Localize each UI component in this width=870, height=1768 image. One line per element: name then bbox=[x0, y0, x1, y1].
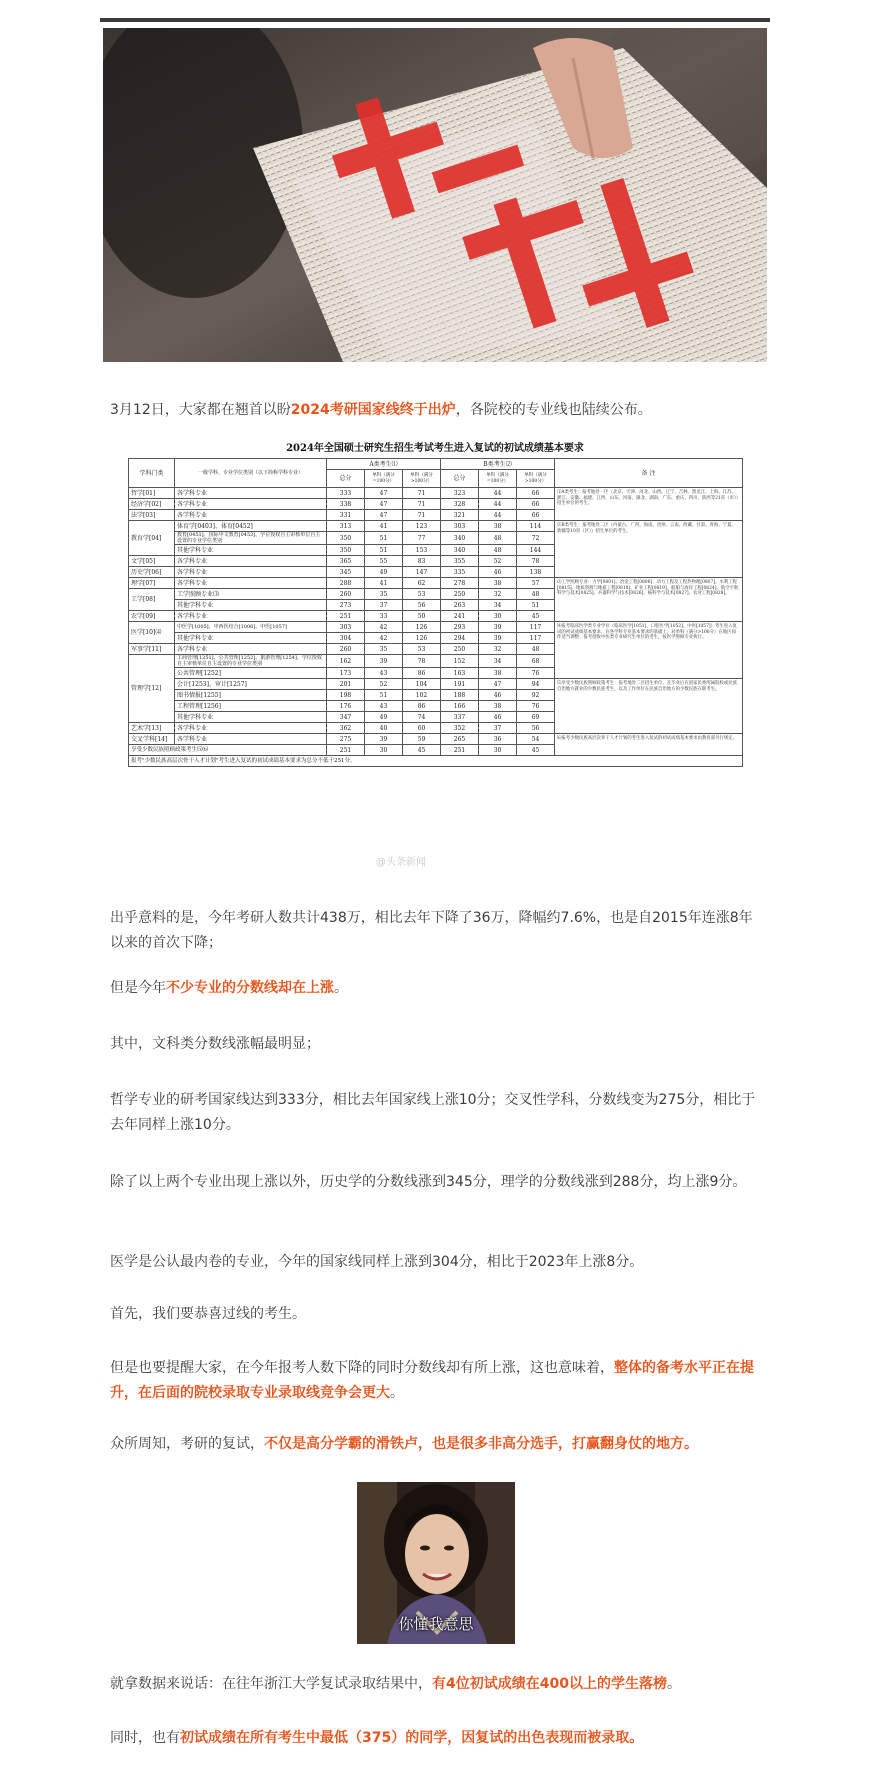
cell-category: 教育学[04] bbox=[129, 521, 175, 556]
highlight-text: 不仅是高分学霸的滑铁卢，也是很多非高分选手，打赢翻身仗的地方。 bbox=[264, 1436, 698, 1452]
cell-score: 37 bbox=[365, 600, 403, 611]
cell-score: 76 bbox=[517, 668, 555, 679]
cell-score: 59 bbox=[403, 734, 441, 745]
cell-subject: 各学科专业 bbox=[175, 556, 327, 567]
paragraph-6 bbox=[110, 1170, 762, 1195]
cell-score: 126 bbox=[403, 633, 441, 644]
cell-score: 191 bbox=[441, 679, 479, 690]
cell-score: 166 bbox=[441, 701, 479, 712]
cell-score: 44 bbox=[479, 488, 517, 499]
cell-score: 176 bbox=[327, 701, 365, 712]
paragraph-text: 。 bbox=[390, 1385, 404, 1401]
cell-score: 52 bbox=[479, 556, 517, 567]
cell-remark: ⑵B类考生：报考地处二区（内蒙古、广西、海南、贵州、云南、西藏、甘肃、青海、宁夏、新疆等10省（区））招生单位的考生。 bbox=[555, 521, 743, 578]
cell-score: 162 bbox=[327, 655, 365, 668]
cell-score: 45 bbox=[403, 745, 441, 756]
cell-score: 46 bbox=[479, 690, 517, 701]
paragraph-12 bbox=[110, 1726, 762, 1751]
cell-score: 78 bbox=[403, 655, 441, 668]
cell-category: 享受少数民族照顾政策考生⑸⑹ bbox=[129, 745, 327, 756]
cell-score: 51 bbox=[517, 600, 555, 611]
cell-score: 56 bbox=[403, 600, 441, 611]
cell-score: 74 bbox=[403, 712, 441, 723]
cell-remark: ⑷报考临床医学类专业学位（临床医学[1051]、口腔医学[1052]、中医[1057]）考生进入复试的初试成绩基本要求，在各学科专业基本要求的基础上，对单科（满分>100分）在地区间作适当调整；报考招收中医类专业研究生单位的考生，按医学照顾专业执行。 bbox=[555, 622, 743, 679]
cell-score: 68 bbox=[517, 655, 555, 668]
cell-score: 54 bbox=[517, 734, 555, 745]
cell-subject: 图书情报[1255] bbox=[175, 690, 327, 701]
cell-score: 60 bbox=[403, 723, 441, 734]
cell-score: 71 bbox=[403, 499, 441, 510]
cell-score: 48 bbox=[479, 532, 517, 545]
cell-score: 138 bbox=[517, 567, 555, 578]
cell-score: 173 bbox=[327, 668, 365, 679]
cell-score: 278 bbox=[441, 578, 479, 589]
cell-score: 86 bbox=[403, 668, 441, 679]
meme-caption: 你懂我意思 bbox=[398, 1615, 474, 1633]
paragraph-text: 其中，文科类分数线涨幅最明显； bbox=[110, 1036, 320, 1052]
cell-score: 198 bbox=[327, 690, 365, 701]
paragraph-9 bbox=[110, 1356, 762, 1406]
header-singlegt100-b: 单科（满分>100分） bbox=[517, 470, 555, 488]
cell-score: 153 bbox=[403, 545, 441, 556]
cell-category: 艺术学[13] bbox=[129, 723, 175, 734]
cell-subject: 各学科专业 bbox=[175, 567, 327, 578]
cell-score: 42 bbox=[365, 622, 403, 633]
cell-score: 38 bbox=[479, 668, 517, 679]
cell-score: 293 bbox=[441, 622, 479, 633]
table-row bbox=[129, 488, 743, 499]
cell-score: 71 bbox=[403, 510, 441, 521]
cell-score: 44 bbox=[479, 499, 517, 510]
cell-score: 66 bbox=[517, 488, 555, 499]
cell-remark: ⑴A类考生：报考地处一区（北京、天津、河北、山西、辽宁、吉林、黑龙江、上海、江苏、浙江、安徽、福建、江西、山东、河南、湖北、湖南、广东、重庆、四川、陕西等21省（市））招生单位的考生。 bbox=[555, 488, 743, 521]
cell-score: 51 bbox=[365, 545, 403, 556]
top-divider bbox=[100, 18, 770, 22]
table-row bbox=[129, 521, 743, 532]
paragraph-text: 出乎意料的是，今年考研人数共计438万，相比去年下降了36万，降幅约7.6%，也是自2015年连涨8年以来的首次下降； bbox=[110, 910, 753, 951]
cell-score: 69 bbox=[517, 712, 555, 723]
cell-score: 114 bbox=[517, 521, 555, 532]
cell-score: 46 bbox=[479, 712, 517, 723]
cell-score: 72 bbox=[517, 532, 555, 545]
header-remarks: 备 注 bbox=[555, 459, 743, 488]
cell-score: 35 bbox=[365, 589, 403, 600]
cell-score: 50 bbox=[403, 611, 441, 622]
cell-score: 48 bbox=[517, 644, 555, 655]
cell-score: 48 bbox=[479, 545, 517, 556]
cell-score: 71 bbox=[403, 488, 441, 499]
table-row bbox=[129, 622, 743, 633]
cell-score: 47 bbox=[479, 679, 517, 690]
cell-score: 250 bbox=[441, 644, 479, 655]
cell-score: 35 bbox=[365, 644, 403, 655]
cell-category: 历史学[06] bbox=[129, 567, 175, 578]
cell-score: 51 bbox=[365, 532, 403, 545]
cell-score: 56 bbox=[517, 723, 555, 734]
cell-score: 350 bbox=[327, 545, 365, 556]
cell-score: 144 bbox=[517, 545, 555, 556]
cell-score: 335 bbox=[441, 567, 479, 578]
cell-score: 83 bbox=[403, 556, 441, 567]
cell-score: 294 bbox=[441, 633, 479, 644]
cell-score: 39 bbox=[365, 655, 403, 668]
cell-score: 260 bbox=[327, 644, 365, 655]
cell-category: 军事学[11] bbox=[129, 644, 175, 655]
header-zone-b: B类考生⑵ bbox=[441, 459, 555, 470]
cell-score: 51 bbox=[365, 690, 403, 701]
paragraph-3 bbox=[110, 976, 762, 1001]
cell-score: 66 bbox=[517, 499, 555, 510]
cell-score: 250 bbox=[441, 589, 479, 600]
cell-score: 328 bbox=[441, 499, 479, 510]
cell-score: 352 bbox=[441, 723, 479, 734]
cell-subject: 其他学科专业 bbox=[175, 545, 327, 556]
cell-score: 355 bbox=[441, 556, 479, 567]
cell-score: 102 bbox=[403, 690, 441, 701]
cell-category: 工学[08] bbox=[129, 589, 175, 611]
highlight-text: 初试成绩在所有考生中最低（375）的同学，因复试的出色表现而被录取。 bbox=[180, 1730, 644, 1746]
cell-score: 288 bbox=[327, 578, 365, 589]
highlight-text: 有4位初试成绩在400以上的学生落榜 bbox=[432, 1676, 667, 1692]
paragraph-text: 首先，我们要恭喜过线的考生。 bbox=[110, 1306, 306, 1322]
cell-remark: ⑸享受少数民族照顾政策考生：报考地处二区招生单位、且毕业后在国家民委所属院校或民族自治地方就业的少数民族考生，以及工作单位在民族自治地方的少数民族在职考生。 bbox=[555, 679, 743, 734]
paragraph-1 bbox=[110, 398, 762, 423]
cell-score: 47 bbox=[365, 510, 403, 521]
cell-score: 333 bbox=[327, 488, 365, 499]
cell-subject: 各学科专业 bbox=[175, 488, 327, 499]
paragraph-text: 哲学专业的研考国家线达到333分，相比去年国家线上涨10分；交叉性学科，分数线变为275分，相比于去年同样上涨10分。 bbox=[110, 1092, 756, 1133]
header-total-a: 总分 bbox=[327, 470, 365, 488]
cell-subject: 教育[0451]、国际中文教育[0453]、学位授权自主审核单位自主设置的专业学位类别 bbox=[175, 532, 327, 545]
cell-score: 241 bbox=[441, 611, 479, 622]
paragraph-text: 除了以上两个专业出现上涨以外，历史学的分数线涨到345分，理学的分数线涨到288分，均上涨9分。 bbox=[110, 1174, 747, 1190]
cell-score: 53 bbox=[403, 589, 441, 600]
cell-score: 94 bbox=[517, 679, 555, 690]
cell-score: 350 bbox=[327, 532, 365, 545]
cell-subject: 其他学科专业 bbox=[175, 712, 327, 723]
paragraph-10 bbox=[110, 1432, 762, 1457]
cell-score: 49 bbox=[365, 712, 403, 723]
cell-score: 251 bbox=[441, 745, 479, 756]
cell-score: 263 bbox=[441, 600, 479, 611]
cell-score: 345 bbox=[327, 567, 365, 578]
cell-category: 医学[10]⑷ bbox=[129, 622, 175, 644]
cell-subject: 工学照顾专业⑶ bbox=[175, 589, 327, 600]
cell-remark: ⑶工学照顾专业：力学[0801]、冶金工程[0806]、动力工程及工程热物理[0807]、水利工程[0815]、地质资源与地质工程[0818]、矿业工程[0819]、船舶与海洋工程[0824]、航空宇航科学与技术[0825]、兵器科学与技术[0826]、核科学与技术[0827]、农业工程[0828]。 bbox=[555, 578, 743, 622]
cell-score: 42 bbox=[365, 633, 403, 644]
cell-subject: 会计[1253]、审计[1257] bbox=[175, 679, 327, 690]
cell-score: 78 bbox=[517, 556, 555, 567]
cell-score: 340 bbox=[441, 532, 479, 545]
paragraph-text: 3月12日，大家都在翘首以盼 bbox=[110, 402, 291, 418]
cell-score: 123 bbox=[403, 521, 441, 532]
hero-photo-illustration bbox=[103, 28, 767, 362]
cell-score: 48 bbox=[517, 589, 555, 600]
paragraph-text: 但是也要提醒大家，在今年报考人数下降的同时分数线却有所上涨，这也意味着， bbox=[110, 1360, 614, 1376]
cell-score: 275 bbox=[327, 734, 365, 745]
paragraph-7 bbox=[110, 1250, 762, 1275]
cell-score: 152 bbox=[441, 655, 479, 668]
cell-score: 30 bbox=[479, 745, 517, 756]
cell-score: 77 bbox=[403, 532, 441, 545]
paragraph-text: 医学是公认最内卷的专业，今年的国家线同样上涨到304分，相比于2023年上涨8分。 bbox=[110, 1254, 644, 1270]
cell-subject: 公共管理[1252] bbox=[175, 668, 327, 679]
cell-score: 38 bbox=[479, 521, 517, 532]
cell-score: 55 bbox=[365, 556, 403, 567]
cell-score: 147 bbox=[403, 567, 441, 578]
highlight-text: 不少专业的分数线却在上涨 bbox=[166, 980, 334, 996]
cell-score: 323 bbox=[441, 488, 479, 499]
cell-score: 251 bbox=[327, 745, 365, 756]
cell-score: 39 bbox=[479, 622, 517, 633]
paragraph-text: 同时，也有 bbox=[110, 1730, 180, 1746]
cell-category: 交叉学科[14] bbox=[129, 734, 175, 745]
cell-score: 41 bbox=[365, 578, 403, 589]
cell-subject: 体育学[0403]、体育[0452] bbox=[175, 521, 327, 532]
cell-score: 34 bbox=[479, 600, 517, 611]
cell-category: 文学[05] bbox=[129, 556, 175, 567]
cell-score: 43 bbox=[365, 701, 403, 712]
cell-category: 法学[03] bbox=[129, 510, 175, 521]
cell-category: 管理学[12] bbox=[129, 655, 175, 723]
cell-score: 273 bbox=[327, 600, 365, 611]
cell-score: 33 bbox=[365, 611, 403, 622]
cell-score: 104 bbox=[403, 679, 441, 690]
table-footnote: 报考"少数民族高层次骨干人才计划"考生进入复试的初试成绩基本要求为总分不低于251分。 bbox=[129, 756, 743, 767]
cell-subject: 工程管理[1256] bbox=[175, 701, 327, 712]
cell-score: 30 bbox=[365, 745, 403, 756]
cell-score: 163 bbox=[441, 668, 479, 679]
table-footnote-row bbox=[129, 756, 743, 767]
cell-score: 188 bbox=[441, 690, 479, 701]
cell-score: 30 bbox=[479, 611, 517, 622]
cell-score: 340 bbox=[441, 545, 479, 556]
score-table bbox=[128, 458, 743, 767]
cell-score: 338 bbox=[327, 499, 365, 510]
score-table-image bbox=[126, 440, 744, 866]
header-singlegt100-a: 单科（满分>100分） bbox=[403, 470, 441, 488]
cell-score: 92 bbox=[517, 690, 555, 701]
paragraph-11 bbox=[110, 1672, 762, 1697]
meme-image bbox=[357, 1482, 515, 1644]
cell-score: 86 bbox=[403, 701, 441, 712]
paragraph-text: 就拿数据来说话：在往年浙江大学复试录取结果中， bbox=[110, 1676, 432, 1692]
cell-score: 76 bbox=[517, 701, 555, 712]
header-zone-a: A类考生⑴ bbox=[327, 459, 441, 470]
paragraph-8 bbox=[110, 1302, 762, 1327]
cell-score: 43 bbox=[365, 668, 403, 679]
cell-remark: ⑹报考少数民族高层次骨干人才计划的考生进入复试的初试成绩基本要求由教育部另行规定。 bbox=[555, 734, 743, 756]
cell-subject: 工商管理[1251]、公共管理[1252]、旅游管理[1254]、学位授权自主审核单位自主设置的专业学位类别 bbox=[175, 655, 327, 668]
cell-score: 47 bbox=[365, 488, 403, 499]
cell-score: 45 bbox=[517, 745, 555, 756]
cell-score: 37 bbox=[479, 723, 517, 734]
table-row bbox=[129, 734, 743, 745]
cell-score: 45 bbox=[517, 611, 555, 622]
cell-score: 46 bbox=[479, 567, 517, 578]
cell-subject: 各学科专业 bbox=[175, 734, 327, 745]
paragraph-2 bbox=[110, 906, 762, 956]
cell-score: 337 bbox=[441, 712, 479, 723]
paragraph-text: 众所周知，考研的复试， bbox=[110, 1436, 264, 1452]
cell-score: 201 bbox=[327, 679, 365, 690]
highlight-text: 2024考研国家线终于出炉 bbox=[290, 402, 456, 418]
cell-score: 117 bbox=[517, 633, 555, 644]
cell-score: 313 bbox=[327, 521, 365, 532]
score-table-title: 2024年全国硕士研究生招生考试考生进入复试的初试成绩基本要求 bbox=[286, 443, 584, 454]
cell-score: 66 bbox=[517, 510, 555, 521]
cell-category: 哲学[01] bbox=[129, 488, 175, 499]
cell-score: 362 bbox=[327, 723, 365, 734]
cell-score: 347 bbox=[327, 712, 365, 723]
cell-score: 44 bbox=[479, 510, 517, 521]
header-category: 学科门类 bbox=[129, 459, 175, 488]
cell-subject: 各学科专业 bbox=[175, 578, 327, 589]
cell-score: 34 bbox=[479, 655, 517, 668]
cell-subject: 各学科专业 bbox=[175, 611, 327, 622]
cell-subject: 各学科专业 bbox=[175, 510, 327, 521]
cell-score: 303 bbox=[441, 521, 479, 532]
header-subcategory: 一级学科、专业学位类别（以下简称学科专业） bbox=[175, 459, 327, 488]
table-row bbox=[129, 578, 743, 589]
cell-subject: 其他学科专业 bbox=[175, 633, 327, 644]
cell-category: 经济学[02] bbox=[129, 499, 175, 510]
cell-score: 32 bbox=[479, 644, 517, 655]
table-row bbox=[129, 679, 743, 690]
cell-score: 52 bbox=[365, 679, 403, 690]
hero-image bbox=[103, 28, 767, 362]
cell-subject: 各学科专业 bbox=[175, 499, 327, 510]
cell-score: 251 bbox=[327, 611, 365, 622]
cell-score: 38 bbox=[479, 578, 517, 589]
paragraph-text: ，各院校的专业线也陆续公布。 bbox=[455, 402, 652, 418]
cell-score: 47 bbox=[365, 499, 403, 510]
header-single100-b: 单科（满分=100分） bbox=[479, 470, 517, 488]
cell-score: 40 bbox=[365, 723, 403, 734]
cell-score: 260 bbox=[327, 589, 365, 600]
cell-score: 32 bbox=[479, 589, 517, 600]
paragraph-5 bbox=[110, 1088, 762, 1138]
cell-subject: 各学科专业 bbox=[175, 723, 327, 734]
cell-subject: 其他学科专业 bbox=[175, 600, 327, 611]
cell-score: 38 bbox=[479, 701, 517, 712]
cell-score: 39 bbox=[365, 734, 403, 745]
highlight-text: 整体的备考水平正在提升，在后面的院校录取专业录取线竞争会更大 bbox=[110, 1360, 754, 1401]
cell-category: 农学[09] bbox=[129, 611, 175, 622]
cell-score: 304 bbox=[327, 633, 365, 644]
cell-category: 理学[07] bbox=[129, 578, 175, 589]
cell-score: 53 bbox=[403, 644, 441, 655]
paragraph-text: 但是今年 bbox=[110, 980, 166, 996]
watermark: @头条新闻 bbox=[376, 857, 426, 868]
paragraph-text: 。 bbox=[666, 1676, 681, 1692]
cell-score: 62 bbox=[403, 578, 441, 589]
cell-subject: 各学科专业 bbox=[175, 644, 327, 655]
cell-score: 41 bbox=[365, 521, 403, 532]
cell-score: 265 bbox=[441, 734, 479, 745]
cell-score: 321 bbox=[441, 510, 479, 521]
cell-score: 365 bbox=[327, 556, 365, 567]
cell-score: 39 bbox=[479, 633, 517, 644]
cell-score: 49 bbox=[365, 567, 403, 578]
cell-score: 117 bbox=[517, 622, 555, 633]
paragraph-4 bbox=[110, 1032, 762, 1057]
header-single100-a: 单科（满分=100分） bbox=[365, 470, 403, 488]
cell-score: 57 bbox=[517, 578, 555, 589]
cell-score: 126 bbox=[403, 622, 441, 633]
cell-subject: 中医学[1005]、中西医结合[1006]、中医[1057] bbox=[175, 622, 327, 633]
cell-score: 36 bbox=[479, 734, 517, 745]
header-total-b: 总分 bbox=[441, 470, 479, 488]
paragraph-text: 。 bbox=[334, 980, 348, 996]
cell-score: 303 bbox=[327, 622, 365, 633]
cell-score: 331 bbox=[327, 510, 365, 521]
